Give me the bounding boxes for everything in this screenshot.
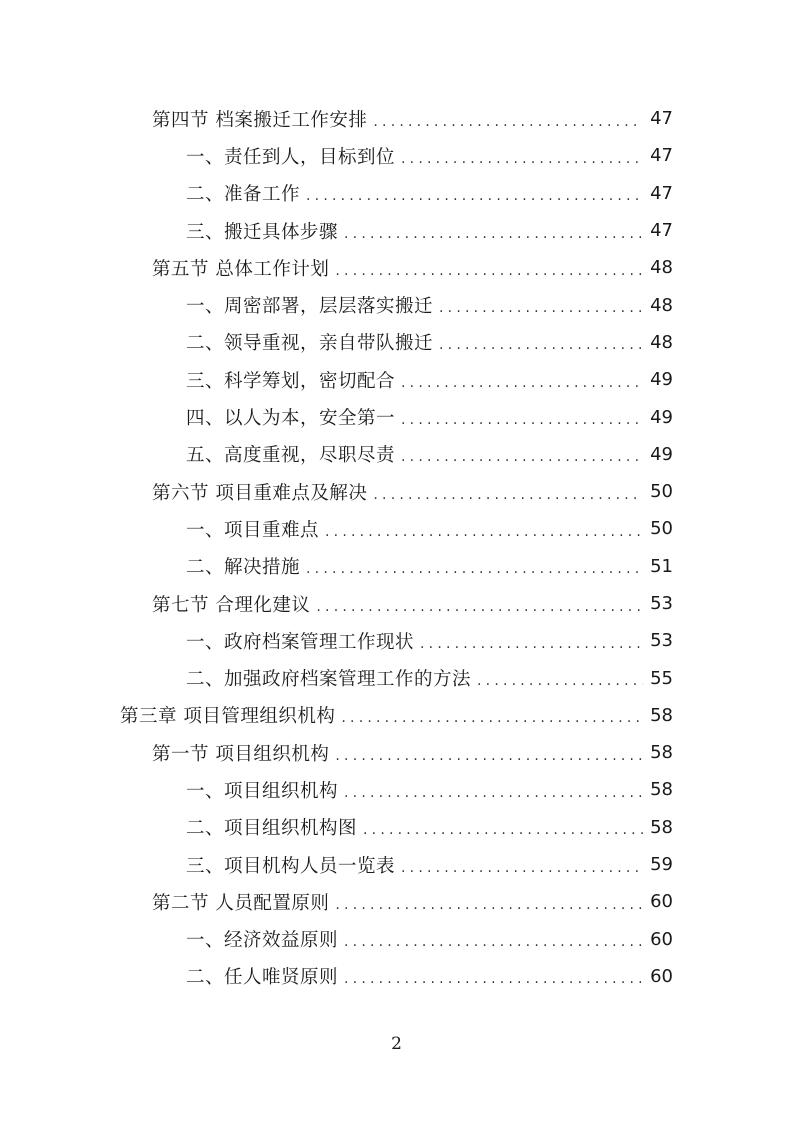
toc-entry-page: 58 [650, 742, 673, 764]
toc-entry-page: 53 [650, 630, 673, 652]
toc-entry[interactable] [0, 212, 793, 249]
toc-dot-leader [401, 375, 643, 391]
toc-entry-title: 第六节 项目重难点及解决 [152, 482, 368, 504]
toc-entry-title: 第一节 项目组织机构 [152, 743, 330, 765]
toc-entry-page: 50 [650, 518, 673, 540]
toc-entry[interactable] [0, 361, 793, 398]
toc-dot-leader [401, 412, 643, 428]
toc-dot-leader [306, 188, 643, 204]
toc-entry-title: 三、项目机构人员一览表 [186, 855, 396, 877]
toc-entry-page: 48 [650, 257, 673, 279]
toc-entry-page: 47 [650, 220, 673, 242]
toc-entry-title: 二、领导重视，亲自带队搬迁 [186, 333, 434, 355]
toc-entry[interactable] [0, 622, 793, 659]
toc-entry-page: 58 [650, 704, 673, 726]
toc-dot-leader [373, 487, 643, 503]
toc-dot-leader [344, 971, 643, 987]
toc-entry[interactable] [0, 249, 793, 286]
toc-entry-page: 47 [650, 108, 673, 130]
toc-entry-title: 二、项目组织机构图 [186, 818, 358, 840]
toc-entry-title: 三、搬迁具体步骤 [186, 221, 339, 243]
toc-dot-leader [439, 300, 643, 316]
toc-entry[interactable] [0, 846, 793, 883]
toc-entry-title: 三、科学筹划，密切配合 [186, 370, 396, 392]
toc-entry[interactable] [0, 510, 793, 547]
toc-dot-leader [344, 226, 643, 242]
toc-dot-leader [335, 748, 643, 764]
toc-entry[interactable] [0, 286, 793, 323]
toc-entry-title: 一、责任到人，目标到位 [186, 146, 396, 168]
toc-dot-leader [316, 599, 643, 615]
toc-entry-title: 二、任人唯贤原则 [186, 967, 339, 989]
toc-entry-title: 五、高度重视，尽职尽责 [186, 445, 396, 467]
toc-entry-page: 60 [650, 891, 673, 913]
toc-entry-page: 59 [650, 854, 673, 876]
toc-dot-leader [401, 151, 643, 167]
toc-entry-title: 第二节 人员配置原则 [152, 892, 330, 914]
toc-dot-leader [335, 263, 643, 279]
toc-entry-page: 58 [650, 779, 673, 801]
toc-dot-leader [420, 636, 643, 652]
toc-entry[interactable] [0, 734, 793, 771]
toc-entry[interactable] [0, 100, 793, 137]
toc-dot-leader [401, 860, 643, 876]
toc-entry-title: 二、准备工作 [186, 184, 301, 206]
toc-entry-page: 48 [650, 294, 673, 316]
toc-dot-leader [344, 934, 643, 950]
toc-entry-page: 50 [650, 481, 673, 503]
toc-entry-page: 53 [650, 593, 673, 614]
toc-entry-title: 四、以人为本，安全第一 [186, 408, 396, 430]
toc-entry-title: 第三章 项目管理组织机构 [120, 706, 336, 728]
toc-entry-page: 55 [650, 667, 673, 689]
toc-entry-title: 第四节 档案搬迁工作安排 [152, 109, 368, 131]
table-of-contents [0, 100, 793, 995]
toc-dot-leader [344, 785, 643, 801]
toc-entry-page: 60 [650, 965, 673, 987]
toc-entry[interactable] [0, 548, 793, 585]
toc-dot-leader [477, 673, 643, 689]
toc-entry-page: 49 [650, 369, 673, 391]
toc-entry-page: 51 [650, 555, 673, 577]
toc-entry[interactable] [0, 436, 793, 473]
toc-dot-leader [363, 822, 643, 838]
toc-entry-title: 第五节 总体工作计划 [152, 258, 330, 280]
toc-entry[interactable] [0, 137, 793, 174]
toc-entry[interactable] [0, 659, 793, 696]
toc-entry-page: 60 [650, 928, 673, 950]
toc-entry-title: 一、政府档案管理工作现状 [186, 631, 415, 653]
toc-entry-title: 一、项目重难点 [186, 519, 320, 541]
toc-entry-title: 二、加强政府档案管理工作的方法 [186, 669, 472, 691]
toc-entry-title: 二、解决措施 [186, 557, 301, 579]
toc-entry[interactable] [0, 809, 793, 846]
toc-dot-leader [439, 337, 643, 353]
page-number: 2 [391, 1034, 402, 1054]
toc-entry[interactable] [0, 921, 793, 958]
toc-entry[interactable] [0, 771, 793, 808]
toc-entry[interactable] [0, 324, 793, 361]
toc-entry-page: 48 [650, 331, 673, 353]
toc-dot-leader [341, 710, 643, 726]
toc-entry-title: 第七节 合理化建议 [152, 594, 311, 616]
toc-entry-page: 49 [650, 406, 673, 428]
toc-entry-page: 49 [650, 443, 673, 465]
toc-dot-leader [306, 561, 643, 577]
toc-entry[interactable] [0, 175, 793, 212]
toc-entry[interactable] [0, 585, 793, 622]
toc-entry-title: 一、周密部署，层层落实搬迁 [186, 296, 434, 318]
toc-dot-leader [373, 114, 643, 130]
toc-entry-page: 47 [650, 145, 673, 167]
toc-entry[interactable] [0, 398, 793, 435]
toc-dot-leader [325, 524, 643, 540]
toc-entry[interactable] [0, 958, 793, 995]
toc-entry[interactable] [0, 883, 793, 920]
toc-entry-title: 一、项目组织机构 [186, 780, 339, 802]
toc-entry-page: 47 [650, 182, 673, 204]
toc-entry[interactable] [0, 473, 793, 510]
toc-dot-leader [335, 897, 643, 913]
toc-entry-page: 58 [650, 816, 673, 838]
toc-dot-leader [401, 449, 643, 465]
toc-entry-title: 一、经济效益原则 [186, 930, 339, 952]
toc-entry[interactable] [0, 697, 793, 734]
